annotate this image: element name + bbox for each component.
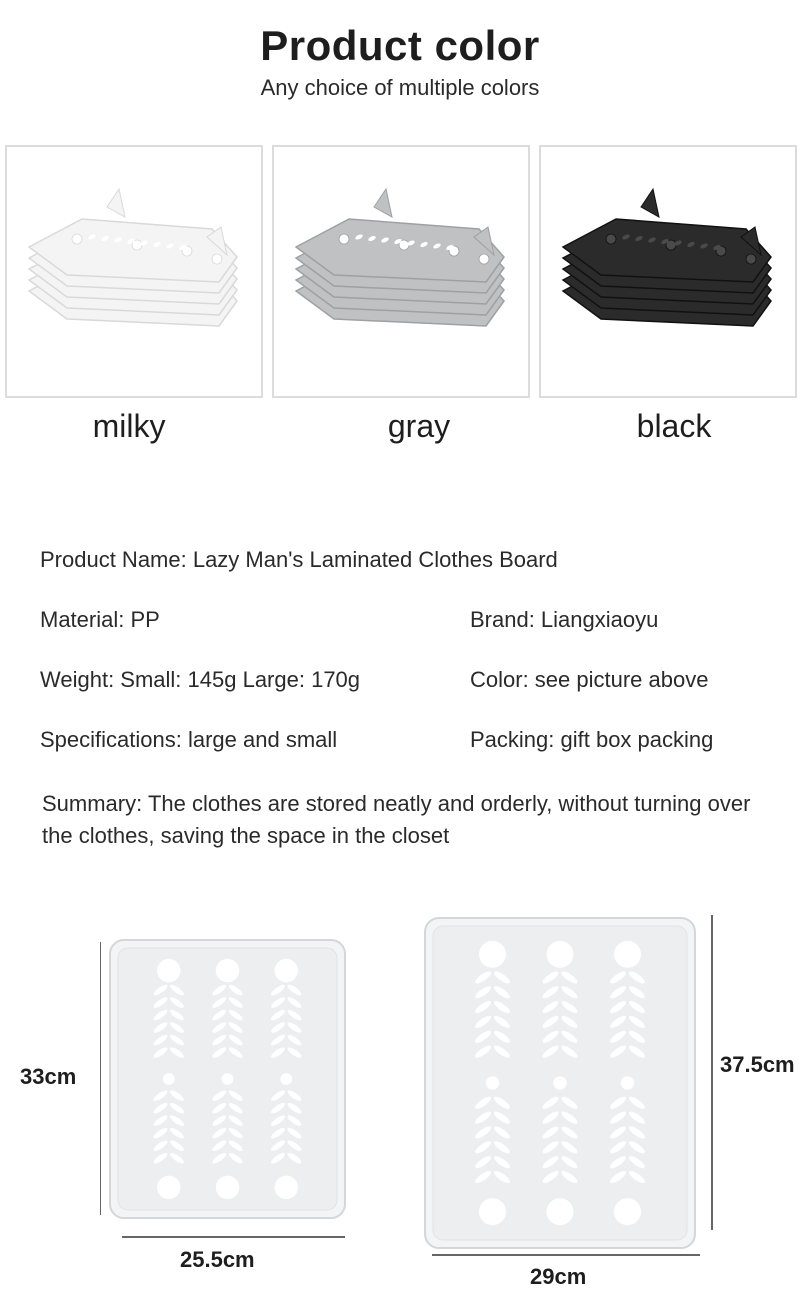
- board-stack-black-image: [541, 147, 795, 396]
- small-width-label: 25.5cm: [180, 1247, 255, 1272]
- spec-color: Color: see picture above: [470, 667, 709, 692]
- spec-packing: Packing: gift box packing: [470, 727, 714, 752]
- color-label-milky: milky: [92, 408, 166, 444]
- spec-weight: Weight: Small: 145g Large: 170g: [40, 667, 361, 692]
- small-board-image: [100, 930, 360, 1250]
- page-title: Product color: [260, 22, 540, 69]
- board-stack-gray-image: [274, 147, 528, 396]
- color-label-gray: gray: [387, 408, 451, 444]
- large-width-label: 29cm: [530, 1264, 587, 1289]
- small-height-label: 33cm: [20, 1064, 77, 1089]
- board-stack-milky-image: [7, 147, 261, 396]
- large-board-image: [400, 910, 720, 1290]
- spec-specifications: Specifications: large and small: [40, 727, 338, 752]
- color-swatch-milky: [5, 145, 263, 398]
- spec-brand: Brand: Liangxiaoyu: [470, 607, 659, 632]
- color-swatch-gray: [272, 145, 530, 398]
- large-height-label: 37.5cm: [720, 1052, 795, 1077]
- spec-summary: Summary: The clothes are stored neatly and orderly, without turning over the clothes, saving the space in the closet: [42, 791, 751, 848]
- spec-product-name: Product Name: Lazy Man's Laminated Clothes Board: [40, 547, 558, 572]
- color-label-black: black: [636, 408, 712, 444]
- spec-material: Material: PP: [40, 607, 160, 632]
- page-subtitle: Any choice of multiple colors: [260, 75, 540, 100]
- color-swatch-black: [539, 145, 797, 398]
